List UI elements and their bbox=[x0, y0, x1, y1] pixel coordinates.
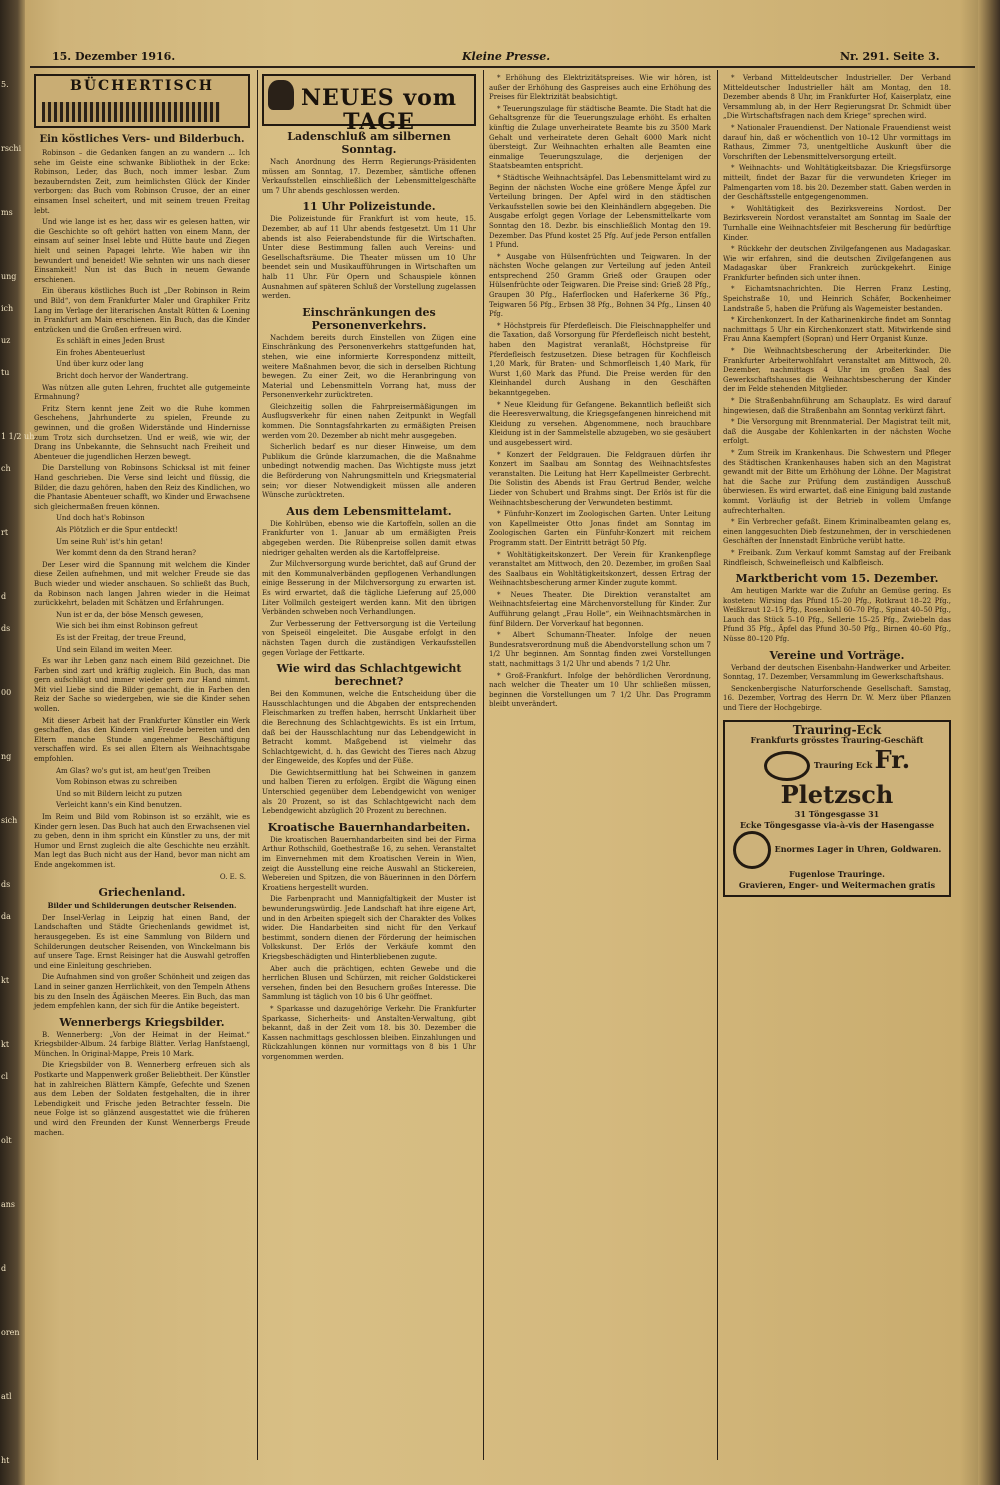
margin-fragment: ht bbox=[1, 1456, 10, 1465]
margin-fragment: ds bbox=[1, 880, 11, 889]
article-body bbox=[262, 520, 476, 658]
paragraph: Die Farbenpracht und Mannigfaltigkeit der Muster ist bewunderungswürdig. Jede Landschaft hat ihre eigene Art, und in den Arbeiten spiegelt sich der Charakter des Volkes wider. Die Handarbeiten sind nicht für den Verkauf bestimmt, sondern dienen der Förderung der heimischen Volkskunst. Der Erlös der Verkäufe kommt den Kriegsbeschädigten und Hinterbliebenen zugute. bbox=[262, 895, 476, 961]
column-2 bbox=[262, 74, 476, 1454]
paragraph: Bei den Kommunen, welche die Entscheidung über die Hausschlachtungen und die Abgaben der entsprechenden Fleischmarken zu treffen haben, herrscht Unklarheit über die Berechnung des Schlachtgewichts. Es ist ein Irrtum, daß bei der Hausschlachtung nur das Lebendgewicht in Betracht kommt. Maßgebend ist vielmehr das Schlachtgewicht, d. h. das Gewicht des Tieres nach Abzug der Eingeweide, des Kopfes und der Füße. bbox=[262, 690, 476, 766]
paragraph: Robinson – die Gedanken fangen an zu wandern ... Ich sehe im Geiste eine schwanke Bibliothek in der Ecke: Robinson, Leder, das Buch, noch immer lesbar. Zum bezauberndsten Zeit, zum heimlichsten Glück der Kinder verborgen: das Buch vom Robinson Crusoe, der an einer einsamen Insel scheitert, und mit seinem treuen Freitag lebt. bbox=[34, 149, 250, 215]
paragraph: * Ausgabe von Hülsenfrüchten und Teigwaren. In der nächsten Woche gelangen zur Verteilung auf jeden Anteil entsprechend 250 Gramm Grieß oder Graupen oder Hülsenfrüchte oder Teigwaren. Die Preise sind: Grieß 28 Pfg., Graupen 30 Pfg., Haferflocken und Haferkerne 36 Pfg., Teigwaren 56 Pfg., Erbsen 38 Pfg., Bohnen 34 Pfg., Linsen 40 Pfg. bbox=[489, 252, 711, 319]
margin-fragment: oren bbox=[1, 1328, 20, 1337]
paragraph: * Städtische Weihnachtsäpfel. Das Lebensmittelamt wird zu Beginn der nächsten Woche eine größere Menge Äpfel zur Verteilung bringen. Der Apfel wird in den städtischen Verkaufsstellen sowie bei den Kleinhändlern abgegeben. Die Ausgabe erfolgt gegen Vorlage der Lebensmittelkarte vom Sonntag den 18. Dezbr. bis einschließlich Montag den 19. Dezember. Das Pfund kostet 25 Pfg. Auf jede Person entfallen 1 Pfund. bbox=[489, 173, 711, 250]
paragraph: * Eichamtsnachrichten. Die Herren Franz Lesting, Speichstraße 10, und Heinrich Schäfer, Bockenheimer Landstraße 5, haben die Prüfung als Wagemeister bestanden. bbox=[723, 285, 951, 313]
paragraph: * Kirchenkonzert. In der Katharinenkirche findet am Sonntag nachmittags 5 Uhr ein Kirchenkonzert statt. Mitwirkende sind Frau Anna Kaempfert (Sopran) und Herr Organist Kunze. bbox=[723, 316, 951, 344]
article-body bbox=[262, 690, 476, 817]
ad-headline: Trauring-Eck bbox=[792, 722, 882, 737]
margin-fragment: ung bbox=[1, 272, 17, 281]
paragraph: Am heutigen Markte war die Zufuhr an Gemüse gering. Es kosteten: Wirsing das Pfund 15–20 Pfg., Rotkraut 18–22 Pfg., Weißkraut 12–15 Pfg., Rosenkohl 60–70 Pfg., Spinat 40–50 Pfg., Lauch das Stück 5–10 Pfg., Sellerie 15–25 Pfg., Zwiebeln das Pfund 35 Pfg., Äpfel das Pfund 30–50 Pfg., Birnen 40–60 Pfg., Nüsse 80–120 Pfg. bbox=[723, 587, 951, 644]
margin-fragment: sich bbox=[1, 816, 18, 825]
paragraph: * Teuerungszulage für städtische Beamte. Die Stadt hat die Gehaltsgrenze für die Teuerungszulage erhöht. Es erhalten künftig die Zulage unverheiratete Beamte bis zu 3500 Mark Gehalt und verheiratete deren Gehalt 6000 Mark nicht übersteigt. Zur Weihnachten erhalten alle Beamten eine einmalige Teuerungszulage, die derjenigen der Staatsbeamten entspricht. bbox=[489, 104, 711, 171]
paragraph: * Nationaler Frauendienst. Der Nationale Frauendienst weist darauf hin, daß er wöchentlich von 10–12 Uhr vormittags im Rathaus, Zimmer 73, unentgeltliche Auskunft über die Vorschriften der Lebensmittelversorgung erteilt. bbox=[723, 123, 951, 161]
verse-line: Vom Robinson etwas zu schreiben bbox=[56, 778, 177, 787]
margin-fragment: d bbox=[1, 1264, 7, 1273]
column-1 bbox=[34, 74, 250, 1454]
buechertisch-title: BÜCHERTISCH bbox=[70, 78, 214, 94]
paragraph: Die Kohlrüben, ebenso wie die Kartoffeln, sollen an die Frankfurter von 1. Januar ab um ermäßigten Preis abgegeben werden. Die Rübenpreise sollen damit etwas niedriger gehalten werden als die Kartoffelpreise. bbox=[262, 519, 476, 557]
article-title: Aus dem Lebensmittelamt. bbox=[286, 504, 452, 518]
column-rule-3 bbox=[717, 70, 718, 1460]
margin-fragment: ch bbox=[1, 464, 11, 473]
paragraph: Der Leser wird die Spannung mit welchem die Kinder diese Zeilen aufnehmen, und mit welcher Freude sie das Buch wieder und wieder anschauen. So schließt das Buch, da Robinson nach langen Jahren wieder in die Heimat zurückkehrt, beladen mit Schätzen und Erfahrungen. bbox=[34, 560, 250, 608]
page-right-edge bbox=[978, 0, 1000, 1485]
paragraph: * Weihnachts- und Wohltätigkeitsbazar. Die Kriegsfürsorge mitteilt, findet der Bazar für die verwundeten Krieger im Palmengarten vom 18. bis 20. Dezember statt. Gaben werden in der Geschäftsstelle entgegengenommen. bbox=[723, 164, 951, 202]
ad-address: 31 Töngesgasse 31 bbox=[794, 809, 880, 820]
paragraph: Verband der deutschen Eisenbahn-Handwerker und Arbeiter. Sonntag, 17. Dezember, Versammlung im Gewerkschaftshaus. bbox=[723, 663, 951, 682]
clubs-list bbox=[723, 664, 951, 714]
article-body bbox=[262, 215, 476, 301]
buechertisch-masthead bbox=[34, 74, 250, 128]
article-body bbox=[262, 158, 476, 196]
margin-fragment: rt bbox=[1, 528, 9, 537]
ad-rings: Fugenlose Trauringe. bbox=[789, 869, 885, 880]
article-body bbox=[34, 149, 250, 882]
margin-fragment: tu bbox=[1, 368, 10, 377]
paragraph: Senckenbergische Naturforschende Gesellschaft. Samstag, 16. Dezember, Vortrag des Herrn Dr. W. Merz über Pflanzen und Tiere der Hochgebirge. bbox=[723, 684, 951, 713]
paragraph: * Die Straßenbahnführung am Schauplatz. Es wird darauf hingewiesen, daß die Straßenbahn am Sonntag verkürzt fährt. bbox=[723, 397, 951, 415]
verse-line: Und so mit Bildern leicht zu putzen bbox=[56, 789, 183, 798]
ad-subline: Frankfurts grösstes Trauring-Geschäft bbox=[750, 735, 924, 746]
article-subtitle: Bilder und Schilderungen deutscher Reisenden. bbox=[47, 901, 237, 911]
margin-fragment: uz bbox=[1, 336, 11, 345]
article-title: Griechenland. bbox=[98, 886, 186, 900]
margin-fragment: da bbox=[1, 912, 11, 921]
paragraph: * Zum Streik im Krankenhaus. Die Schwestern und Pfleger des Städtischen Krankenhauses haben sich an den Magistrat gewandt mit der Bitte um Erhöhung der Löhne. Der Magistrat hat die Sache zur Prüfung dem zuständigen Ausschuß überwiesen. Es wird erwartet, daß eine Einigung bald zustande kommt. Vorläufig ist der Betrieb in vollem Umfange aufrechterhalten. bbox=[723, 448, 951, 515]
pocket-watch-icon bbox=[733, 831, 771, 869]
margin-fragment: ich bbox=[1, 304, 14, 313]
paragraph: Die kroatischen Bauernhandarbeiten sind bei der Firma Arthur Rothschild, Goethestraße 16, zu sehen. Veranstaltet im Einvernehmen mit dem Kroatischen Verein in Wien, zeigt die Ausstellung eine reiche Auswahl an Stickereien, Webereien und Spitzen, die von Bäuerinnen in den Dörfern Kroatiens hergestellt wurden. bbox=[262, 835, 476, 892]
ad-service: Gravieren, Enger- und Weitermachen gratis bbox=[738, 880, 936, 891]
column-rule-1 bbox=[257, 70, 258, 1460]
margin-fragment: rschi bbox=[1, 144, 22, 153]
paragraph: * Groß-Frankfurt. Infolge der behördlichen Verordnung, nach welcher die Theater um 10 Uhr schließen müssen, beginnen die Vorstellungen um 7 1/2 Uhr. Das Programm bleibt unverändert. bbox=[489, 671, 711, 709]
paragraph: * Konzert der Feldgrauen. Die Feldgrauen dürfen ihr Konzert im Saalbau am Sonntag des Weihnachtsfestes veranstalten. Die Leitung hat Herr Kapellmeister Gerbrecht. Die Solistin des Abends ist Frau Gertrud Bender, welche Lieder von Schubert und Brahms singt. Der Erlös ist für die Weihnachtsbescherung der Verwundeten bestimmt. bbox=[489, 450, 711, 507]
paragraph: Sicherlich bedarf es nur dieser Hinweise, um dem Publikum die Gründe klarzumachen, die die Maßnahme unbedingt notwendig machen. Das Wichtigste muss jetzt die Beförderung von Nahrungsmitteln und Kriegsmaterial sein; vor dieser Notwendigkeit müssen alle anderen Wünsche zurücktreten. bbox=[262, 443, 476, 500]
paragraph: * Erhöhung des Elektrizitätspreises. Wie wir hören, ist außer der Erhöhung des Gaspreises auch eine Erhöhung des Preises für Elektrizität beabsichtigt. bbox=[489, 74, 711, 102]
article-title: Wie wird das Schlachtgewicht berechnet? bbox=[276, 662, 462, 689]
verse-line: Als Plötzlich er die Spur entdeckt! bbox=[56, 525, 178, 534]
market-report bbox=[723, 587, 951, 645]
margin-fragment: ans bbox=[1, 1200, 16, 1209]
column-4 bbox=[723, 74, 951, 1454]
article-body bbox=[262, 836, 476, 1003]
verse-line: Um seine Ruh' ist's hin getan! bbox=[56, 537, 163, 546]
article-title: 11 Uhr Polizeistunde. bbox=[302, 200, 436, 214]
local-news bbox=[489, 74, 711, 710]
paragraph: * Ein Verbrecher gefaßt. Einem Kriminalbeamten gelang es, einen langgesuchten Dieb festzunehmen, der in verschiedenen Geschäften der Innenstadt Einbrüche verübt hatte. bbox=[723, 518, 951, 546]
verse-line: Bricht doch hervor der Wandertrang. bbox=[56, 372, 189, 381]
column-rule-2 bbox=[483, 70, 484, 1460]
paragraph: * Freibank. Zum Verkauf kommt Samstag auf der Freibank Rindfleisch, Schweinefleisch und Kalbfleisch. bbox=[723, 548, 951, 567]
pletzsch-advertisement bbox=[723, 720, 951, 898]
ad-corner: Ecke Töngesgasse via-à-vis der Hasengasse bbox=[739, 820, 935, 831]
header-page: Nr. 291. Seite 3. bbox=[840, 50, 940, 63]
paragraph: * Neue Kleidung für Gefangene. Bekanntlich befleißt sich die Heeresverwaltung, die Kriegsgefangenen hinreichend mit Kleidung zu versehen. Abgenommene, noch brauchbare Kleidung ist in der Sammelstelle abzugeben, wo sie gesäubert und ausgebessert wird. bbox=[489, 400, 711, 447]
market-report-title: Marktbericht vom 15. Dezember. bbox=[735, 572, 939, 586]
paragraph: Fritz Stern kennt jene Zeit wo die Ruhe kommen Geschehens, Jahrhunderte zu spielen, Freunde zu gewinnen, und die großen Widerstände und Hindernisse zum Trotz sich durchsetzen. Und er weiß, wie wir, der Drang ins Unbekannte, die Sehnsucht nach Freiheit und Abenteuer die jugendlichen Herzen bewegt. bbox=[34, 404, 250, 461]
verse-line: Ein frohes Abenteuerlust bbox=[56, 348, 145, 357]
margin-fragment: ng bbox=[1, 752, 12, 761]
article-body bbox=[262, 1005, 476, 1063]
paragraph: Die Kriegsbilder von B. Wennerberg erfreuen sich als Postkarte und Mappenwerk großer Beliebtheit. Der Künstler hat in zahlreichen Blättern Kämpfe, Gefechte und Szenen aus dem Leben der Soldaten festgehalten, die in ihrer Lebendigkeit und Frische jeden Betrachter fesseln. Die neue Folge ist so glänzend ausgestattet wie die früheren und wird den Freunden der Kunst Wennerbergs Freude machen. bbox=[34, 1061, 250, 1137]
verse-line: Und doch hat's Robinson bbox=[56, 514, 145, 523]
ad-company-name: Fr. Pletzsch bbox=[780, 745, 911, 810]
article-body bbox=[262, 334, 476, 501]
margin-fragment: ms bbox=[1, 208, 13, 217]
paragraph: Im Reim und Bild vom Robinson ist so erzählt, wie es Kinder gern lesen. Das Buch hat auch den Erwachsenen viel zu geben, denn in ihm spricht ein Künstler zu uns, der mit Humor und Ernst zugleich die alte Geschichte neu erzählt. Man legt das Buch nicht aus der Hand, bevor man nicht am Ende angekommen ist. bbox=[34, 813, 250, 869]
margin-fragment: kt bbox=[1, 1040, 10, 1049]
article-title: Einschränkungen des Personenverkehrs. bbox=[302, 305, 436, 332]
margin-fragment: atl bbox=[1, 1392, 12, 1401]
bookshelf-illustration bbox=[42, 102, 220, 122]
margin-fragment: ds bbox=[1, 624, 11, 633]
article-body bbox=[34, 1031, 250, 1139]
margin-fragment: d bbox=[1, 592, 7, 601]
margin-fragment: 00 bbox=[1, 688, 12, 697]
header-title: Kleine Presse. bbox=[462, 50, 551, 63]
margin-fragment: olt bbox=[1, 1136, 12, 1145]
paragraph: Die Aufnahmen sind von großer Schönheit und zeigen das Land in seiner ganzen Herrlichkeit, von den Tempeln Athens bis zu den Inseln des Ägäischen Meeres. Ein Buch, das man jedem empfehlen kann, der sich für die Antike begeistert. bbox=[34, 973, 250, 1011]
paragraph: * Neues Theater. Die Direktion veranstaltet am Weihnachtsfeiertag eine Märchenvorstellung für Kinder. Zur Aufführung gelangt „Frau Holle“, ein Weihnachtsmärchen in fünf Bildern. Der Vorverkauf hat begonnen. bbox=[489, 590, 711, 628]
paragraph: Gleichzeitig sollen die Fahrpreisermäßigungen im Ausflugsverkehr für einen nahen Zeitpunkt in Wegfall kommen. Die Sonntagsfahrkarten zu ermäßigten Preisen werden vom 20. Dezember ab nicht mehr ausgegeben. bbox=[262, 402, 476, 440]
article-title: Kroatische Bauernhandarbeiten. bbox=[267, 820, 471, 834]
article-title: Ladenschluß am silbernen Sonntag. bbox=[287, 130, 451, 156]
paragraph: Die Polizeistunde für Frankfurt ist vom heute, 15. Dezember, ab auf 11 Uhr abends festgesetzt. Um 11 Uhr abends ist also Feierabendstunde für die Wirtschaften. Unter diese Bestimmung fallen auch Vereins- und Gesellschaftsräume. Die Theater müssen um 10 Uhr beendet sein und Musikaufführungen in Wirtschaften um halb 11 Uhr. Für Opern und Schauspiele können Ausnahmen auf späteren Schluß der Vorstellung zugelassen werden. bbox=[262, 215, 476, 301]
paragraph: Mit dieser Arbeit hat der Frankfurter Künstler ein Werk geschaffen, das den Kindern viel Freude bereiten und den Eltern manche Stunde angenehmer Beschäftigung verschaffen wird. Es sei allen Eltern als Weihnachtsgabe empfohlen. bbox=[34, 716, 250, 764]
verse-line: Verleicht kann's ein Kind benutzen. bbox=[56, 801, 182, 810]
paragraph: * Höchstpreis für Pferdefleisch. Die Fleischnapphelfer und die Taxation, daß Vorsorgung für Pferdefleisch nicht besteht, haben den Magistrat veranlaßt, Höchstpreise für Pferdefleisch festzusetzen. Diese betragen für Kochfleisch 1,20 Mark, für Braten- und Schmorfleisch 1,40 Mark, für Wurst 1,60 Mark das Pfund. Die Preise werden für den Kleinhandel durch Aushang in den Geschäften bekanntgegeben. bbox=[489, 321, 711, 397]
paragraph: Und wie lange ist es her, dass wir es gelesen hatten, wir die Geschichte so oft gehört hatten von einem Mann, der einsam auf seiner Insel lebte und Hütte baute und Ziegen hielt und seinen Papagei lehrte. Wie haben wir ihn bewundert und beneidet! Wie sehnten wir uns nach dieser Einsamkeit! Nun ist das Buch in neuem Gewande erschienen. bbox=[34, 218, 250, 284]
margin-fragment: 5. bbox=[1, 80, 9, 89]
paragraph: * Wohltätigkeitskonzert. Der Verein für Krankenpflege veranstaltet am Mittwoch, den 20. Dezember, im großen Saal des Saalbaus ein Wohltätigkeitskonzert, dessen Ertrag der Weihnachtsbescherung armer Kinder zugute kommt. bbox=[489, 550, 711, 588]
column-3 bbox=[489, 74, 711, 1454]
paragraph: * Rückkehr der deutschen Zivilgefangenen aus Madagaskar. Wie wir erfahren, sind die deutschen Zivilgefangenen aus Madagaskar über Frankreich zurückgekehrt. Einige Frankfurter befinden sich unter ihnen. bbox=[723, 245, 951, 282]
paragraph: Die Darstellung von Robinsons Schicksal ist mit feiner Hand geschrieben. Die Verse sind leicht und flüssig, die Bilder, die dazu gehören, haben den Reiz des Kindlichen, wo die Phantasie Abenteuer schafft, wo Kinder und Erwachsene sich gleichermaßen freuen können. bbox=[34, 464, 250, 511]
verse-line: Es ist der Freitag, der treue Freund, bbox=[56, 633, 186, 642]
paragraph: * Wohltätigkeit des Bezirksvereins Nordost. Der Bezirksverein Nordost veranstaltet am Sonntag im Saale der Turnhalle eine Weihnachtsfeier mit Bescherung für bedürftige Kinder. bbox=[723, 204, 951, 242]
paragraph: Die Gewichtsermittlung hat bei Schweinen in ganzem und halben Tieren zu erfolgen. Ergibt die Wägung einen Unterschied gegenüber dem Lebendgewicht von weniger als 20 Prozent, so ist das Schlachtgewicht nach dem Lebendgewicht abzüglich 20 Prozent zu berechnen. bbox=[262, 768, 476, 816]
article-title: Ein köstliches Vers- und Bilderbuch. bbox=[39, 134, 245, 145]
verse-line: Und sein Eiland im weiten Meer. bbox=[56, 645, 173, 654]
paragraph: * Die Weihnachtsbescherung der Arbeiterkinder. Die Frankfurter Arbeiterwohlfahrt veranstaltet am Mittwoch, 20. Dezember, nachmittags 4 Uhr im großen Saal des Gewerkschaftshauses die Weihnachtsbescherung der Kinder der im Felde stehenden Mitglieder. bbox=[723, 347, 951, 394]
article-body bbox=[34, 914, 250, 1012]
verse-line: Und über kurz oder lang bbox=[56, 360, 144, 369]
ad-stock: Enormes Lager in Uhren, Goldwaren. bbox=[774, 844, 942, 855]
paragraph: Aber auch die prächtigen, echten Gewebe und die herrlichen Blusen und Schürzen, mit reicher Goldstickerei versehen, finden bei den Besuchern großes Interesse. Die Sammlung ist täglich von 10 bis 6 Uhr geöffnet. bbox=[262, 964, 476, 1002]
header-date: 15. Dezember 1916. bbox=[52, 50, 176, 63]
paragraph: * Sparkasse und dazugehörige Verkehr. Die Frankfurter Sparkasse, Sicherheits- und Anstalten-Verwaltung, gibt bekannt, daß in der Zeit vom 18. bis 30. Dezember die Kassen nachmittags geschlossen bleiben. Einzahlungen und Rückzahlungen können nur vormittags von 8 bis 1 Uhr vorgenommen werden. bbox=[262, 1004, 476, 1061]
paragraph: Der Insel-Verlag in Leipzig hat einen Band, der Landschaften und Städte Griechenlands gewidmet ist, herausgegeben. Es ist eine Sammlung von Bildern und Schilderungen deutscher Reisenden, von Winckelmann bis auf unsere Tage. Ernst Reisinger hat die Auswahl getroffen und eine Einleitung geschrieben. bbox=[34, 913, 250, 970]
verse-line: Am Glas? wo's gut ist, am heut'gen Treiben bbox=[56, 766, 211, 775]
paragraph: * Fünfuhr-Konzert im Zoologischen Garten. Unter Leitung von Kapellmeister Otto Jonas findet am Sonntag im Zoologischen Garten ein Fünfuhr-Konzert mit reichem Programm statt. Der Eintritt beträgt 50 Pfg. bbox=[489, 510, 711, 547]
margin-fragment: 1 1/2 uh bbox=[1, 432, 35, 441]
eagle-icon bbox=[268, 80, 294, 110]
paragraph: Zur Milchversorgung wurde berichtet, daß auf Grund der mit den Kommunalverbänden gepflogenen Verhandlungen einige Besserung in der Milchversorgung zu erwarten ist. Es wird erwartet, daß die tägliche Lieferung auf 25,000 Liter Vollmilch gesteigert werden kann. Mit den übrigen Verbänden schweben noch Verhandlungen. bbox=[262, 560, 476, 617]
ad-ring-label: Trauring Eck bbox=[813, 760, 873, 771]
paragraph: Nach Anordnung des Herrn Regierungs-Präsidenten müssen am Sonntag, 17. Dezember, sämtliche offenen Verkaufsstellen einschließlich der Lebensmittelgeschäfte um 7 Uhr abends geschlossen werden. bbox=[262, 158, 476, 195]
verse-line: Wer kommt denn da den Strand heran? bbox=[56, 549, 196, 558]
masthead-title: NEUES vom TAGE bbox=[300, 85, 458, 135]
paragraph: Ein überaus köstliches Buch ist „Der Robinson in Reim und Bild“, von dem Frankfurter Maler und Graphiker Fritz Lang im Verlage der literarischen Anstalt Rütten & Loening in Frankfurt am Main erschienen. Ein Buch, das die Kinder entzücken und die Großen erfreuen wird. bbox=[34, 287, 250, 334]
paragraph: * Die Versorgung mit Brennmaterial. Der Magistrat teilt mit, daß die Ausgabe der Kohlenkarten in der nächsten Woche erfolgt. bbox=[723, 418, 951, 446]
paragraph: B. Wennerberg: „Von der Heimat in der Heimat.“ Kriegsbilder-Album. 24 farbige Blätter. Verlag Hanfstaengl, München. In Original-Mappe, Preis 10 Mark. bbox=[34, 1030, 250, 1058]
header-rule bbox=[30, 66, 975, 68]
paragraph: Was nützen alle guten Lehren, fruchtet alle gutgemeinte Ermahnung? bbox=[34, 383, 250, 402]
paragraph: Zur Verbesserung der Fettversorgung ist die Verteilung von Speiseöl eingeleitet. Die Ausgabe erfolgt in den nächsten Tagen durch die zuständigen Verkaufsstellen gegen Vorlage der Fettkarte. bbox=[262, 619, 476, 657]
verse-line: Nun ist er da, der böse Mensch gewesen, bbox=[56, 610, 204, 619]
paragraph: Es war ihr Leben ganz nach einem Bild gezeichnet. Die Farben sind zart und kräftig zugleich. Ein Buch, das man gern aufschlägt und immer wieder gern zur Hand nimmt. Mit viel Liebe sind die Bilder gemacht, die in Farben den Reiz der Sache so wiedergeben, wie sie die Kinder sehen wollen. bbox=[34, 657, 250, 714]
verse-line: Wie sich bei ihm einst Robinson gefreut bbox=[56, 622, 198, 631]
local-news bbox=[723, 74, 951, 568]
previous-page-edge bbox=[0, 0, 35, 1485]
article-signature: O. E. S. bbox=[219, 872, 246, 881]
paragraph: * Verband Mitteldeutscher Industrieller. Der Verband Mitteldeutscher Industrieller hält am Montag, den 18. Dezember abends 8 Uhr, im Frankfurter Hof, Kaiserplatz, eine Versammlung ab, in der Herr Regierungsrat Dr. Schmidt über „Die Wirtschaftsfragen nach dem Kriege“ sprechen wird. bbox=[723, 74, 951, 121]
margin-fragment: kt bbox=[1, 976, 10, 985]
margin-fragment: cl bbox=[1, 1072, 9, 1081]
paragraph: Nachdem bereits durch Einstellen von Zügen eine Einschränkung des Personenverkehrs stattgefunden hat, stehen, wie eine informierte Korrespondenz mitteilt, weitere Maßnahmen bevor, die sich in derselben Richtung bewegen. Zu einer Zeit, wo die Heranbringung von Material und Lebensmitteln Vorrang hat, muss der Personenverkehr zurücktreten. bbox=[262, 333, 476, 400]
neues-vom-tage-masthead bbox=[262, 74, 476, 135]
paragraph: * Albert Schumann-Theater. Infolge der neuen Bundesratsverordnung muß die Abendvorstellung schon um 7 1/2 Uhr beginnen. Am Sonntag finden zwei Vorstellungen statt, nachmittags 3 1/2 Uhr und abends 7 1/2 Uhr. bbox=[489, 631, 711, 669]
ring-icon bbox=[764, 751, 810, 781]
clubs-title: Vereine und Vorträge. bbox=[769, 648, 905, 662]
article-title: Wennerbergs Kriegsbilder. bbox=[59, 1015, 225, 1029]
verse-line: Es schläft in eines Jeden Brust bbox=[56, 337, 165, 346]
